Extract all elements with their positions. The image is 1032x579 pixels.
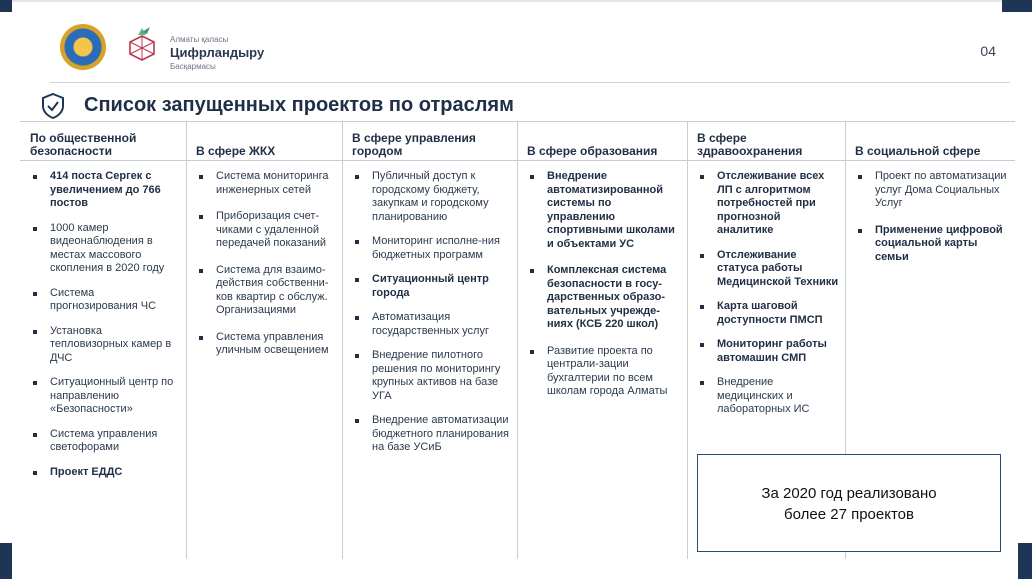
corner-decoration-top-right (1002, 0, 1032, 12)
list-item: Автоматизация государственных услуг (352, 311, 511, 338)
list-item: Отслеживание статуса работы Медицинской Техники (697, 249, 839, 290)
almaty-emblem-icon (60, 24, 106, 70)
column-heading-text: В сфере здравоохранения (697, 131, 803, 158)
page-title: Список запущенных проектов по отраслям (84, 94, 514, 116)
list-item: Внедрение автоматизированной системы по управлению спортивными школами и объектами УС (527, 170, 681, 251)
title-row (40, 90, 1000, 120)
project-list (527, 170, 681, 412)
summary-text (698, 483, 1000, 525)
column-heading (20, 122, 186, 161)
column-education (517, 122, 688, 559)
project-list (855, 170, 1009, 277)
list-item: Приборизация счет-чиками с удаленной передачей показаний (196, 210, 336, 251)
list-item: Система управления уличным освещением (196, 331, 336, 358)
column-heading (687, 122, 845, 161)
list-item: Публичный доступ к городскому бюджету, закупкам и городскому планированию (352, 170, 511, 224)
summary-box (697, 454, 1001, 552)
brand-name: Цифрландыру (170, 45, 265, 60)
list-item: Система мониторинга инженерных сетей (196, 170, 336, 197)
shield-check-icon (40, 92, 66, 120)
column-public-safety (20, 122, 187, 559)
corner-decoration-bottom-right (1018, 543, 1032, 579)
digitalization-logo-icon (124, 26, 160, 66)
corner-decoration-bottom-left (0, 543, 12, 579)
list-item: Ситуационный центр города (352, 273, 511, 300)
column-heading-text: В сфере образования (527, 144, 658, 158)
project-list (352, 170, 511, 466)
project-list (697, 170, 839, 428)
project-list (30, 170, 180, 490)
slide-header (50, 18, 1010, 83)
list-item: Мониторинг исполне-ния бюджетных программ (352, 235, 511, 262)
list-item: Система для взаимо-действия собственни-ков квартир с обслуж. Организациями (196, 264, 336, 318)
brand-top-text: Алматы қаласы (170, 35, 229, 44)
list-item: Проект по автоматизации услуг Дома Социальных Услуг (855, 170, 1009, 211)
list-item: Система управления светофорами (30, 428, 180, 455)
list-item: Проект ЕДДС (30, 466, 180, 480)
column-heading-text: В сфере ЖКХ (196, 144, 276, 158)
list-item: Внедрение автоматизации бюджетного планирования на базе УСиБ (352, 414, 511, 455)
column-heading (845, 122, 1015, 161)
list-item: Отслеживание всех ЛП с алгоритмом потребностей при прогнозной аналитике (697, 170, 839, 238)
column-heading-text: По общественной безопасности (30, 131, 137, 158)
list-item: Установка тепловизорных камер в ДЧС (30, 325, 180, 366)
column-heading (186, 122, 342, 161)
list-item: Внедрение медицинских и лабораторных ИС (697, 376, 839, 417)
list-item: Комплексная система безопасности в госу-дарственных образо-вательных учрежде-ниях (КСБ 220 школ) (527, 264, 681, 332)
column-city-management (342, 122, 518, 559)
list-item: 414 поста Сергек с увеличением до 766 постов (30, 170, 180, 211)
project-list (196, 170, 336, 371)
list-item: Развитие проекта по централи-зации бухгалтерии по всем школам города Алматы (527, 345, 681, 399)
list-item: Применение цифровой социальной карты семьи (855, 224, 1009, 265)
corner-decoration-top-left (0, 0, 12, 12)
list-item: Внедрение пилотного решения по мониторингу крупных активов на базе УГА (352, 349, 511, 403)
page-number: 04 (980, 43, 996, 59)
summary-line-2: более 27 проектов (784, 506, 914, 523)
list-item: Карта шаговой доступности ПМСП (697, 300, 839, 327)
column-housing (186, 122, 343, 559)
list-item: Система прогнозирования ЧС (30, 287, 180, 314)
column-heading-text: В сфере управления городом (352, 131, 476, 158)
column-heading (517, 122, 687, 161)
column-heading (342, 122, 517, 161)
brand-sub-text: Басқармасы (170, 62, 216, 71)
list-item: Мониторинг работы автомашин СМП (697, 338, 839, 365)
summary-line-1: За 2020 год реализовано (761, 485, 937, 502)
column-heading-text: В социальной сфере (855, 144, 981, 158)
list-item: Ситуационный центр по направлению «Безопасности» (30, 376, 180, 417)
list-item: 1000 камер видеонаблюдения в местах массового скопления в 2020 году (30, 222, 180, 276)
top-border (12, 0, 1002, 2)
